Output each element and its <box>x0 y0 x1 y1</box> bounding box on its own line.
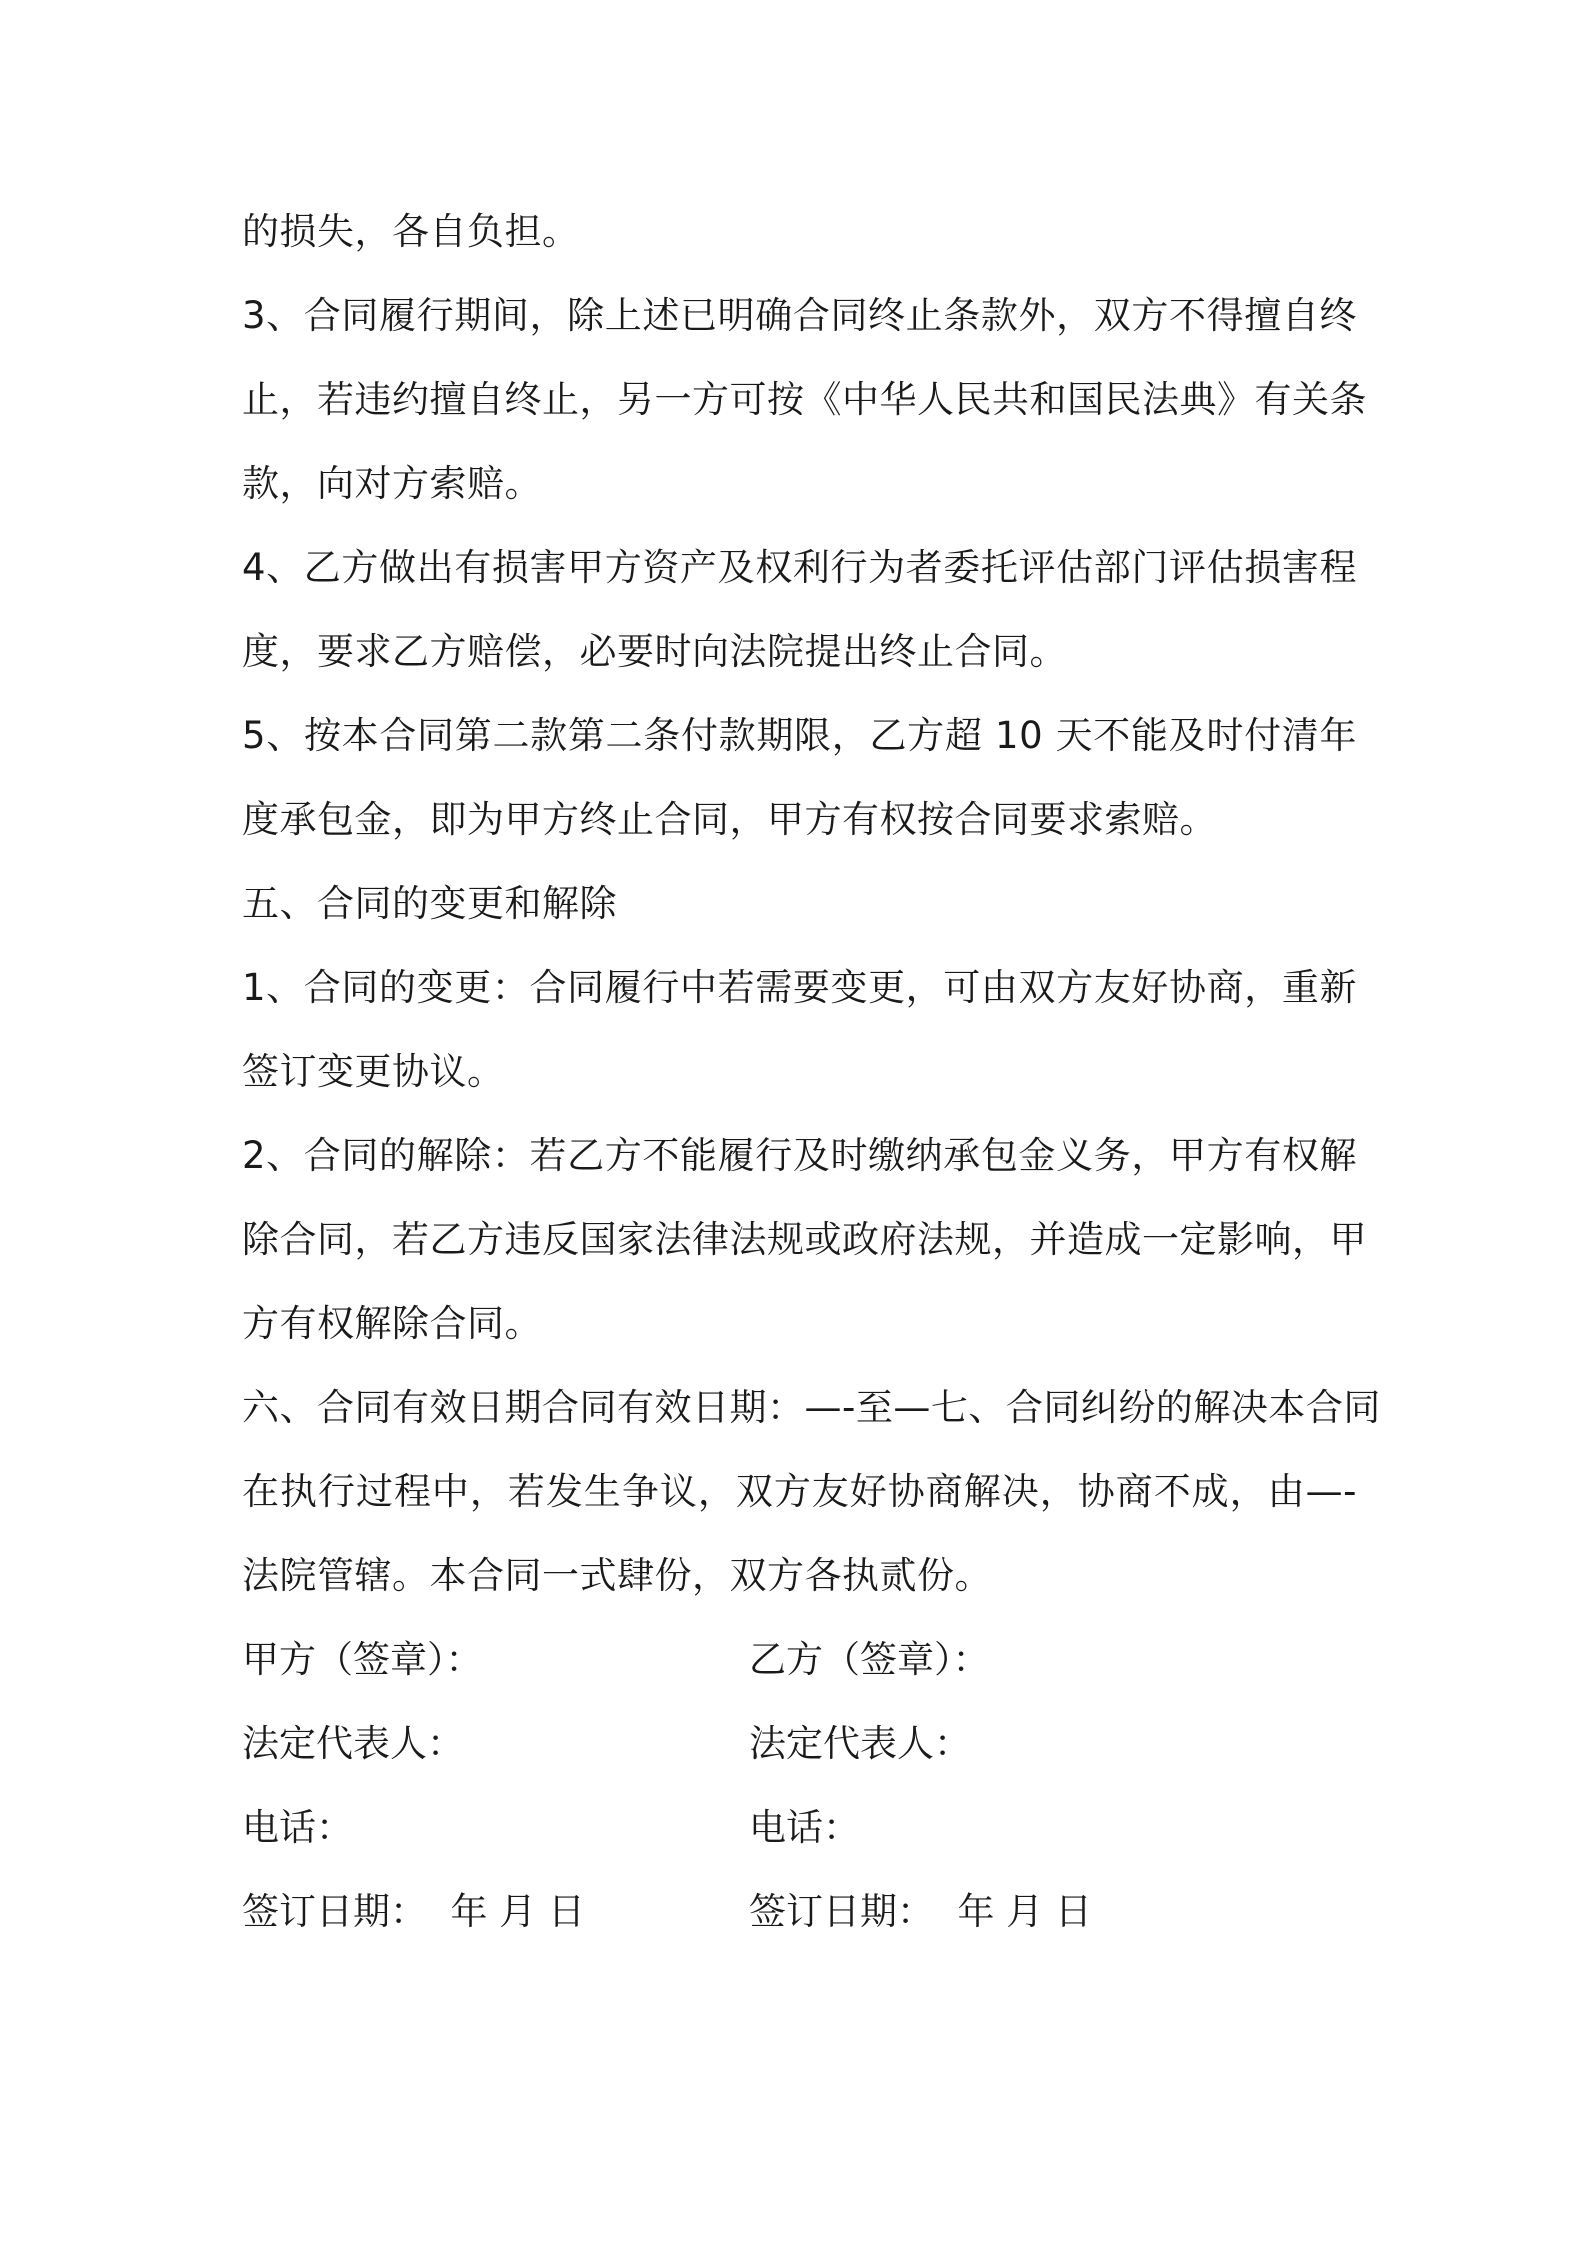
signature-row-seal <box>242 1618 1357 1702</box>
signature-row-phone <box>242 1786 1357 1870</box>
paragraph-line: 在执行过程中，若发生争议，双方友好协商解决，协商不成，由—- <box>242 1470 1357 1513</box>
paragraph-line: 1、合同的变更：合同履行中若需要变更，可由双方友好协商，重新 <box>242 966 1357 1009</box>
paragraph-line: 法院管辖。本合同一式肆份，双方各执贰份。 <box>242 1554 992 1597</box>
contract-page <box>242 190 1381 1954</box>
party-a-date-label: 签订日期： 年 月 日 <box>242 1890 586 1933</box>
paragraph-line: 除合同，若乙方违反国家法律法规或政府法规，并造成一定影响，甲 <box>242 1218 1367 1261</box>
signature-row-representative <box>242 1702 1357 1786</box>
signature-block <box>242 1618 1357 1954</box>
paragraph-line: 的损失，各自负担。 <box>242 210 580 253</box>
paragraph-line: 5、按本合同第二款第二条付款期限，乙方超 10 天不能及时付清年 <box>242 714 1357 757</box>
contract-body <box>242 190 1381 1618</box>
paragraph-line: 3、合同履行期间，除上述已明确合同终止条款外，双方不得擅自终 <box>242 294 1357 337</box>
signature-row-date <box>242 1870 1357 1954</box>
party-a-representative-label: 法定代表人： <box>242 1722 464 1765</box>
paragraph-line: 止，若违约擅自终止，另一方可按《中华人民共和国民法典》有关条 <box>242 378 1367 421</box>
paragraph-line: 签订变更协议。 <box>242 1050 505 1093</box>
party-b-seal-label: 乙方（签章）： <box>749 1638 990 1681</box>
paragraph-line: 六、合同有效日期合同有效日期：—-至—七、合同纠纷的解决本合同 <box>242 1386 1381 1429</box>
paragraph-line: 2、合同的解除：若乙方不能履行及时缴纳承包金义务，甲方有权解 <box>242 1134 1357 1177</box>
party-b-representative-label: 法定代表人： <box>749 1722 971 1765</box>
paragraph-line: 款，向对方索赔。 <box>242 462 542 505</box>
paragraph-line: 度，要求乙方赔偿，必要时向法院提出终止合同。 <box>242 630 1067 673</box>
section-heading: 五、合同的变更和解除 <box>242 882 617 925</box>
party-a-seal-label: 甲方（签章）： <box>242 1638 483 1681</box>
paragraph-line: 度承包金，即为甲方终止合同，甲方有权按合同要求索赔。 <box>242 798 1217 841</box>
paragraph-line: 方有权解除合同。 <box>242 1302 542 1345</box>
party-b-phone-label: 电话： <box>749 1806 860 1849</box>
party-a-phone-label: 电话： <box>242 1806 353 1849</box>
party-b-date-label: 签订日期： 年 月 日 <box>749 1890 1093 1933</box>
paragraph-line: 4、乙方做出有损害甲方资产及权利行为者委托评估部门评估损害程 <box>242 546 1357 589</box>
